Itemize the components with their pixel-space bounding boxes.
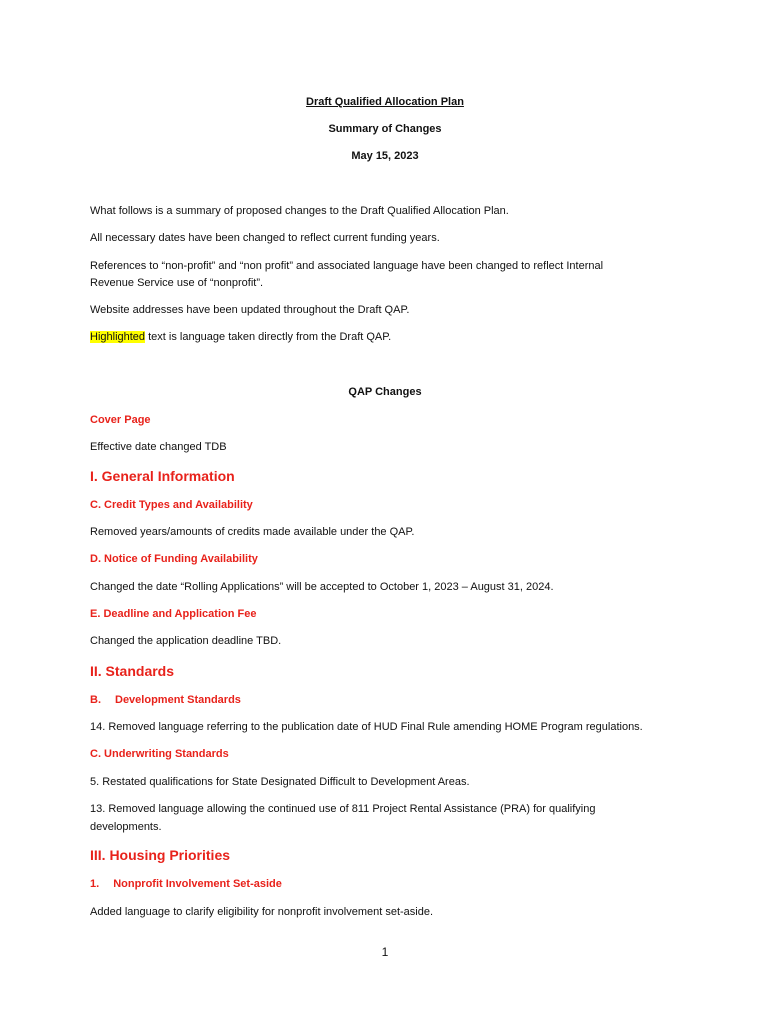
highlighted-word: Highlighted [90, 331, 146, 343]
intro-paragraph-4: Website addresses have been updated throughout the Draft QAP. [90, 304, 410, 316]
section-3-item-1-label: 1. [90, 878, 100, 890]
section-2-b-title: Development Standards [115, 694, 241, 706]
section-3-heading: III. Housing Priorities [90, 847, 231, 863]
document-title: Draft Qualified Allocation Plan [306, 96, 464, 108]
section-3-item-1-heading [90, 876, 282, 892]
cover-page-heading: Cover Page [90, 414, 151, 426]
intro-paragraph-5-rest: text is language taken directly from the Draft QAP. [145, 331, 392, 343]
intro-paragraph-3-line-1: References to “non-profit” and “non profit” and associated language have been changed to reflect Internal [90, 260, 604, 272]
section-1-c-text: Removed years/amounts of credits made available under the QAP. [90, 526, 415, 538]
section-2-c-text-1: 5. Restated qualifications for State Designated Difficult to Development Areas. [90, 776, 470, 788]
section-3-item-1-title: Nonprofit Involvement Set-aside [113, 878, 282, 890]
section-2-c-heading: C. Underwriting Standards [90, 748, 229, 760]
section-1-d-heading: D. Notice of Funding Availability [90, 553, 258, 565]
document-date: May 15, 2023 [351, 150, 419, 162]
section-3-item-1-text: Added language to clarify eligibility for nonprofit involvement set-aside. [90, 906, 434, 918]
section-1-e-text: Changed the application deadline TBD. [90, 635, 282, 647]
section-1-d-text: Changed the date “Rolling Applications” will be accepted to October 1, 2023 – August 31, 2024. [90, 581, 554, 593]
section-2-heading: II. Standards [90, 663, 175, 679]
section-2-b-heading [90, 692, 241, 708]
cover-page-text: Effective date changed TDB [90, 441, 227, 453]
section-2-b-text: 14. Removed language referring to the publication date of HUD Final Rule amending HOME Program regulations. [90, 721, 643, 733]
section-1-e-heading: E. Deadline and Application Fee [90, 608, 257, 620]
page-number: 1 [381, 945, 389, 959]
qap-changes-heading: QAP Changes [348, 386, 422, 398]
intro-paragraph-5 [90, 329, 391, 345]
section-2-b-label: B. [90, 694, 101, 706]
section-1-heading: I. General Information [90, 468, 235, 484]
section-2-c-text-2-line-2: developments. [90, 821, 162, 833]
intro-paragraph-1: What follows is a summary of proposed changes to the Draft Qualified Allocation Plan. [90, 205, 509, 217]
document-subtitle: Summary of Changes [328, 123, 442, 135]
section-2-c-text-2-line-1: 13. Removed language allowing the continued use of 811 Project Rental Assistance (PRA) for qualifying [90, 803, 596, 815]
section-1-c-heading: C. Credit Types and Availability [90, 499, 253, 511]
intro-paragraph-3-line-2: Revenue Service use of “nonprofit”. [90, 277, 264, 289]
intro-paragraph-2: All necessary dates have been changed to reflect current funding years. [90, 232, 440, 244]
